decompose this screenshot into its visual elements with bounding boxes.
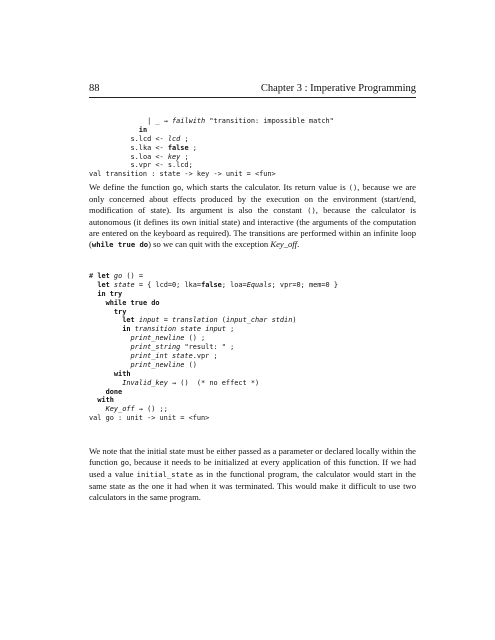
- code-token: Equals: [246, 280, 272, 289]
- code-token: let: [97, 280, 110, 289]
- code-token: ;: [180, 152, 189, 161]
- code-token: lcd: [167, 134, 181, 143]
- code-token: ): [292, 316, 297, 325]
- code-token: #: [89, 272, 98, 280]
- code-line: [89, 405, 338, 414]
- text-run: , because we are only concerned about effects produced by the execution on the environment (start/end, modification of state). Its argument is also the constant: [89, 182, 416, 215]
- text-run: We note that the initial state must be either passed as a parameter or declared locally within the function: [89, 446, 416, 467]
- code-line: [89, 170, 334, 179]
- code-token: Invalid_key: [122, 378, 168, 387]
- text-run: while true do: [91, 239, 149, 249]
- code-token: "result: " ;: [180, 343, 235, 352]
- text-run: go: [172, 183, 182, 192]
- chapter-title: Chapter 3 : Imperative Programming: [260, 83, 416, 94]
- code-token: val transition : state -> key -> unit = <fun>: [89, 170, 276, 179]
- code-line: [89, 388, 338, 397]
- text-run: , because the calculator is autonomous (it defines its own initial state) and interactive (the arguments of the computation are entered on the keyboard as required). The transitions are performed within an infinite loop (: [89, 204, 416, 249]
- code-token: .vpr ;: [192, 352, 218, 361]
- code-line: [89, 290, 338, 299]
- code-token: ; loa=: [221, 280, 247, 289]
- code-token: key: [167, 152, 181, 161]
- code-token: ;: [180, 134, 189, 143]
- text-run: (): [307, 205, 316, 215]
- code-line: [89, 135, 334, 144]
- code-token: input_char stdin: [225, 316, 293, 325]
- code-token: input: [138, 316, 160, 325]
- code-line: [89, 144, 334, 153]
- code-token: go: [113, 272, 123, 280]
- code-token: "transition: impossible match": [205, 117, 334, 125]
- code-token: print_string: [130, 343, 181, 352]
- code-block-go: [89, 272, 338, 423]
- code-token: → () (* no effect *): [167, 378, 260, 387]
- code-token: s.vpr <- s.lcd;: [130, 161, 193, 170]
- code-line: [89, 370, 338, 379]
- code-line: [89, 281, 338, 290]
- code-token: (: [217, 316, 226, 325]
- code-token: → () ;;: [134, 405, 168, 414]
- paragraph-go-description: [89, 182, 416, 251]
- code-token: translation: [172, 316, 218, 325]
- code-token: (): [184, 360, 197, 369]
- code-token: while true do: [105, 298, 160, 307]
- code-token: val go : unit -> unit = <fun>: [89, 414, 210, 423]
- code-line: [89, 334, 338, 343]
- paragraph-initial-state: [89, 446, 416, 503]
- text-run: .: [297, 238, 300, 249]
- code-token: s.lcd <-: [130, 134, 168, 143]
- code-token: print_int state: [130, 352, 193, 361]
- code-line: [89, 325, 338, 334]
- code-line: [89, 117, 334, 126]
- code-line: [89, 308, 338, 317]
- code-token: = { lcd=0; lka=: [134, 280, 202, 289]
- code-token: failwith: [172, 117, 206, 125]
- code-token: try: [113, 307, 127, 316]
- text-run: (): [348, 183, 358, 192]
- code-line: [89, 153, 334, 162]
- code-token: | _ →: [147, 117, 172, 125]
- code-token: in: [138, 125, 148, 134]
- code-line: [89, 361, 338, 370]
- code-line: [89, 272, 338, 281]
- code-token: with: [113, 369, 131, 378]
- code-token: false: [167, 143, 189, 152]
- code-token: in: [122, 325, 131, 334]
- code-token: () =: [122, 272, 143, 280]
- code-token: print_newline: [130, 334, 185, 343]
- code-token: done: [105, 387, 123, 396]
- code-token: s.lka <-: [130, 143, 168, 152]
- text-run: as in the functional program, the calculator would start in the same state as the one it had when it was terminated. This would make it difficult to use two calculators in the same program.: [89, 468, 416, 502]
- code-token: false: [201, 280, 222, 289]
- code-line: [89, 379, 338, 388]
- code-line: [89, 316, 338, 325]
- code-line: [89, 352, 338, 361]
- code-token: let: [122, 316, 135, 325]
- page-header: [89, 83, 416, 97]
- code-token: s.loa <-: [130, 152, 168, 161]
- code-token: transition state input: [134, 325, 226, 334]
- text-run: , because it needs to be initialized at every application of this function. If we had used a value: [89, 456, 416, 479]
- code-token: state: [113, 280, 135, 289]
- code-line: [89, 396, 338, 405]
- code-line: [89, 161, 334, 170]
- code-token: ;: [225, 325, 235, 334]
- code-token: () ;: [184, 334, 206, 343]
- code-line: [89, 299, 338, 308]
- code-token: with: [97, 396, 114, 405]
- code-token: let: [97, 272, 110, 280]
- text-run: go: [120, 457, 130, 467]
- code-token: ; vpr=0; mem=0 }: [271, 280, 339, 289]
- text-run: initial_state: [136, 469, 193, 479]
- code-line: [89, 414, 338, 423]
- code-token: in try: [97, 289, 123, 298]
- code-line: [89, 126, 334, 135]
- text-run: We define the function: [89, 182, 173, 192]
- code-token: print_newline: [130, 360, 185, 369]
- code-line: [89, 343, 338, 352]
- code-token: =: [159, 316, 173, 325]
- code-block-transition: [89, 117, 334, 179]
- code-token: ;: [188, 143, 197, 152]
- text-run: ) so we can quit with the exception: [148, 238, 271, 249]
- page-number: 88: [89, 83, 100, 94]
- text-run: Key_off: [270, 238, 298, 249]
- header-rule: [89, 97, 416, 98]
- text-run: , which starts the calculator. Its return value is: [181, 182, 349, 192]
- code-token: Key_off: [105, 405, 135, 414]
